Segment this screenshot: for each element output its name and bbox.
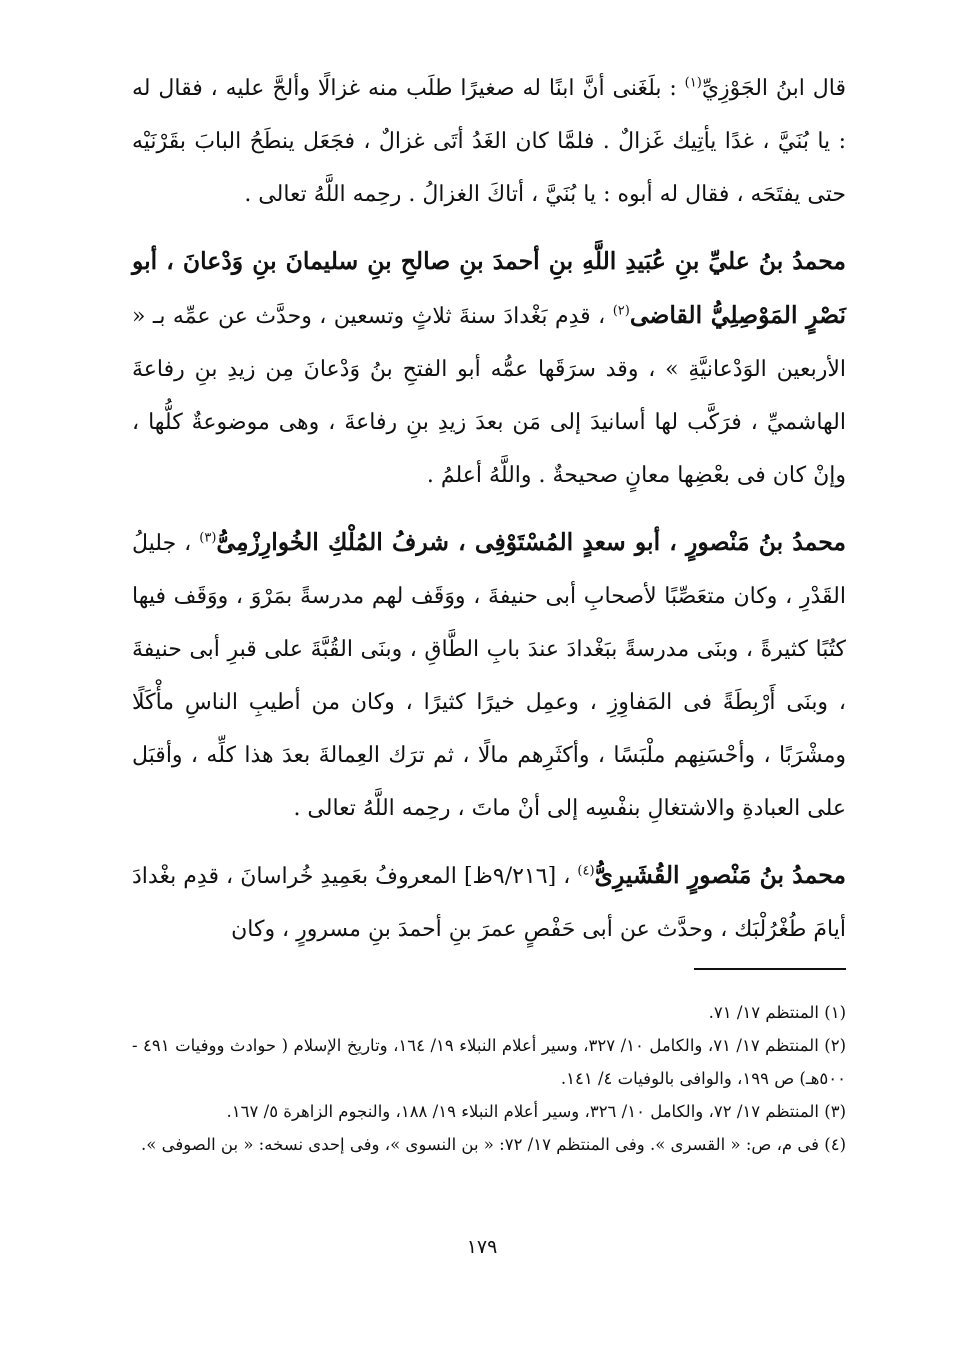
paragraph-entry-ibn-wadan (132, 235, 846, 502)
paragraph-entry-qushayri (132, 849, 846, 956)
page-number: ١٧٩ (466, 1236, 498, 1258)
text-run: قال ابنُ الجَوْزِيِّ (701, 76, 846, 101)
main-text (132, 62, 846, 956)
footnote-ref-1[interactable]: (١) (684, 75, 702, 91)
text-run: ، [٩/٢١٦ظ] المعروفُ بعَمِيدِ خُراسانَ ، قدِم بغْدادَ أيامَ طُغْرُلْبَك ، وحدَّث عن أبى حَفْصٍ عمرَ بنِ أحمدَ بنِ مسرورٍ ، وكان (132, 864, 846, 942)
text-run: : بلَغَنى أنَّ ابنًا له صغيرًا طلَب منه غزالًا وألحَّ عليه ، فقال له : يا بُنَيَّ ، غدًا يأتِيك غَزالٌ . فلمَّا كان الغَدُ أتَى غزالٌ ، فجَعَل ينطَحُ البابَ بقَرْنَيْه حتى يفتَحَه ، فقال له أبوه : يا بُنَيَّ ، أتاكَ الغزالُ . رحِمه اللَّهُ تعالى . (132, 76, 846, 207)
text-run: ، قدِم بَغْدادَ سنةَ ثلاثٍ وتسعين ، وحدَّث عن عمِّه بـ « الأربعين الوَدْعانيَّةِ » ، وقد سرَقَها عمُّه أبو الفتحِ بنُ وَدْعانَ مِن زيدِ بنِ رفاعةَ الهاشميِّ ، فرَكَّب لها أسانيدَ إلى مَن بعدَ زيدِ بنِ رفاعةَ ، وهى موضوعةٌ كلُّها ، وإنْ كان فى بعْضِها معانٍ صحيحةٌ . واللَّهُ أعلمُ . (132, 304, 846, 488)
footnote-1: (١) المنتظم ١٧/ ٧١. (708, 1003, 846, 1022)
footnote-divider (694, 968, 846, 970)
footnotes (132, 996, 846, 1161)
footnote-ref-3[interactable]: (٣) (199, 530, 217, 546)
text-run: ، جليلُ القَدْرِ ، وكان متعَصِّبًا لأصحابِ أبى حنيفةَ ، ووَقَف لهم مدرسةً بمَرْوَ ، ووَقَف فيها كتُبًا كثيرةً ، وبنَى مدرسةً ببَغْدادَ عندَ بابِ الطَّاقِ ، وبنَى القُبَّةَ على قبرِ أبى حنيفةَ ، وبنَى أَرْبِطَةً فى المَفاوِزِ ، وعمِل خيرًا كثيرًا ، وكان من أطيبِ الناسِ مأْكَلًا ومشْرَبًا ، وأحْسَنِهم ملْبَسًا ، وأكثَرِهم مالًا ، ثم ترَك العِمالةَ بعدَ هذا كلِّه ، وأقبَل على العبادةِ والاشتغالِ بنفْسِه إلى أنْ ماتَ ، رحِمه اللَّهُ تعالى . (132, 531, 846, 821)
paragraph-entry-mustawfi (132, 516, 846, 835)
paragraph-ibn-al-jawzi (132, 62, 846, 221)
footnote-2: (٢) المنتظم ١٧/ ٧١، والكامل ١٠/ ٣٢٧، وسير أعلام النبلاء ١٩/ ١٦٤، وتاريخ الإسلام ( حوادث ووفيات ٤٩١ - ٥٠٠هـ) ص ١٩٩، والوافى بالوفيات ٤/ ١٤١. (132, 1036, 846, 1088)
footnote-ref-2[interactable]: (٢) (612, 303, 630, 319)
entry-heading: محمدُ بنُ مَنْصورٍ القُشَيرِىُّ (594, 861, 846, 889)
footnote-4: (٤) فى م، ص: « القسرى ». وفى المنتظم ١٧/ ٧٢: « بن النسوى »، وفى إحدى نسخه: « بن الصوفى ». (141, 1135, 846, 1154)
footnote-3: (٣) المنتظم ١٧/ ٧٢، والكامل ١٠/ ٣٢٦، وسير أعلام النبلاء ١٩/ ١٨٨، والنجوم الزاهرة ٥/ ١٦٧. (226, 1102, 846, 1121)
entry-heading: محمدُ بنُ مَنْصورٍ ، أبو سعدٍ المُسْتَوْفِى ، شرفُ المُلْكِ الخُوارِزْمِىُّ (216, 528, 846, 556)
entry-heading: محمدُ بنُ عليِّ بنِ عُبَيدِ اللَّهِ بنِ أحمدَ بنِ صالحِ بنِ سليمانَ بنِ وَدْعانَ ، أبو نَصْرٍ المَوْصِلِيُّ القاضى (132, 247, 847, 329)
footnote-ref-4[interactable]: (٤) (577, 863, 595, 879)
